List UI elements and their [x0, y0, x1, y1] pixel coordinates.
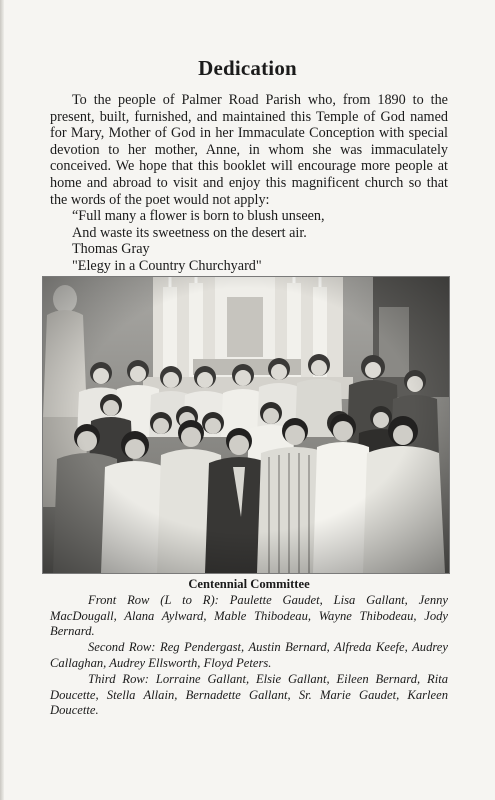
- committee-photo: [42, 276, 450, 574]
- quote-author: Thomas Gray: [72, 241, 150, 258]
- quote-line-1: “Full many a flower is born to blush unseen,: [72, 208, 325, 225]
- photo-caption: [50, 577, 448, 719]
- caption-second-row: Second Row: Reg Pendergast, Austin Bernard, Alfreda Keefe, Audrey Callaghan, Audrey Ellsworth, Floyd Peters.: [50, 640, 448, 670]
- page-title: Dedication: [198, 56, 297, 80]
- caption-front-row: Front Row (L to R): Paulette Gaudet, Lisa Gallant, Jenny MacDougall, Alana Aylward, Mable Thibodeau, Wayne Thibodeau, Jody Bernard.: [50, 592, 448, 639]
- dedication-body: [50, 92, 448, 275]
- quote-line-2: And waste its sweetness on the desert air.: [72, 224, 307, 241]
- quote-source: "Elegy in a Country Churchyard": [72, 257, 262, 274]
- caption-third-row: Third Row: Lorraine Gallant, Elsie Gallant, Eileen Bernard, Rita Doucette, Stella Allain, Bernadette Gallant, Sr. Marie Gaudet, Karleen Doucette.: [50, 671, 448, 718]
- dedication-paragraph: To the people of Palmer Road Parish who, from 1890 to the present, built, furnished, and maintained this Temple of God named for Mary, Mother of God in her Immaculate Conception with special devotion to her mother, Anne, in whom she was immaculately conceived. We hope that this booklet will encourage more people at home and abroad to visit and enjoy this magnificent church so that the words of the poet would not apply:: [50, 92, 448, 208]
- committee-photo-image: [43, 277, 449, 573]
- caption-title: Centennial Committee: [188, 577, 310, 591]
- poem-quote: [50, 208, 448, 274]
- page-binding-edge: [0, 0, 4, 800]
